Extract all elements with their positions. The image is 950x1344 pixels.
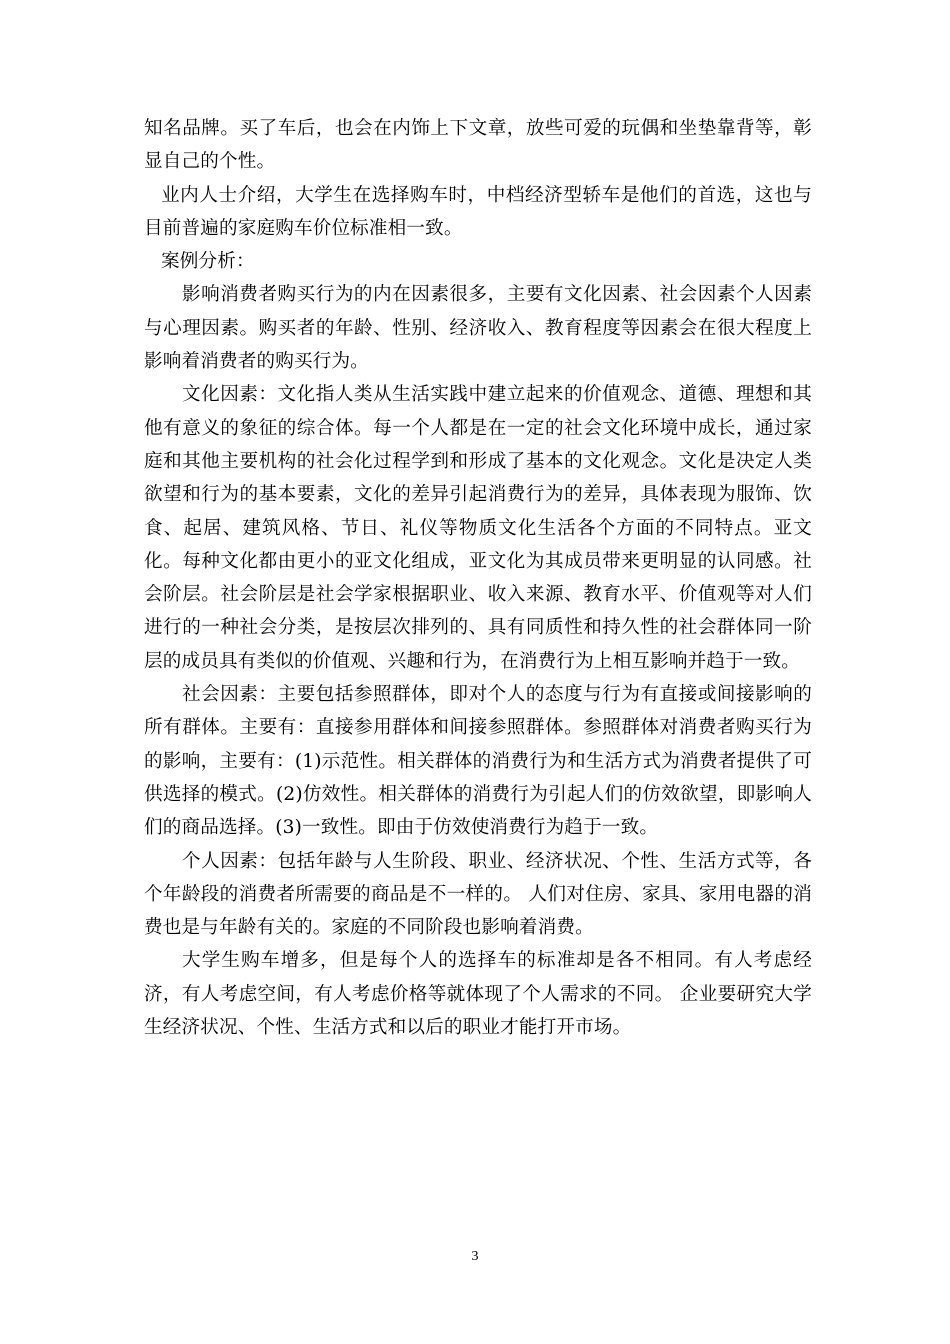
- paragraph-cultural-factors: 文化因素：文化指人类从生活实践中建立起来的价值观念、道德、理想和其他有意义的象征的综合体。每一个人都是在一定的社会文化环境中成长，通过家庭和其他主要机构的社会化过程学到和形成了基本的文化观念。文化是决定人类欲望和行为的基本要素，文化的差异引起消费行为的差异，具体表现为服饰、饮食、起居、建筑风格、节日、礼仪等物质文化生活各个方面的不同特点。亚文化。每种文化都由更小的亚文化组成，亚文化为其成员带来更明显的认同感。社会阶层。社会阶层是社会学家根据职业、收入来源、教育水平、价值观等对人们进行的一种社会分类，是按层次排列的、具有同质性和持久性的社会群体同一阶层的成员具有类似的价值观、兴趣和行为，在消费行为上相互影响并趋于一致。: [144, 384, 812, 672]
- paragraph-conclusion: 大学生购车增多，但是每个人的选择车的标准却是各不相同。有人考虑经济，有人考虑空间，有人考虑价格等就体现了个人需求的不同。 企业要研究大学生经济状况、个性、生活方式和以后的职业才能打开市场。: [144, 950, 812, 1039]
- paragraph-case-analysis-heading: 案例分析：: [161, 251, 255, 273]
- document-body: [144, 112, 812, 1044]
- paragraph-personal-factors: 个人因素：包括年龄与人生阶段、职业、经济状况、个性、生活方式等，各个年龄段的消费者所需要的商品是不一样的。 人们对住房、家具、家用电器的消费也是与年龄有关的。家庭的不同阶段也影响着消费。: [144, 850, 812, 939]
- paragraph-brand-personality: 知名品牌。买了车后，也会在内饰上下文章，放些可爱的玩偶和坐垫靠背等，彰显自己的个性。: [144, 118, 812, 173]
- paragraph-internal-factors: 影响消费者购买行为的内在因素很多，主要有文化因素、社会因素个人因素与心理因素。购买者的年龄、性别、经济收入、教育程度等因素会在很大程度上影响着消费者的购买行为。: [144, 284, 812, 373]
- paragraph-social-factors: 社会因素：主要包括参照群体，即对个人的态度与行为有直接或间接影响的所有群体。主要有：直接参用群体和间接参照群体。参照群体对消费者购买行为的影响，主要有：(1)示范性。相关群体的消费行为和生活方式为消费者提供了可供选择的模式。(2)仿效性。相关群体的消费行为引起人们的仿效欲望，即影响人们的商品选择。(3)一致性。即由于仿效使消费行为趋于一致。: [144, 684, 812, 839]
- page-number: 3: [471, 1249, 479, 1264]
- paragraph-industry-insight: 业内人士介绍，大学生在选择购车时，中档经济型轿车是他们的首选，这也与目前普遍的家庭购车价位标准相一致。: [144, 184, 812, 239]
